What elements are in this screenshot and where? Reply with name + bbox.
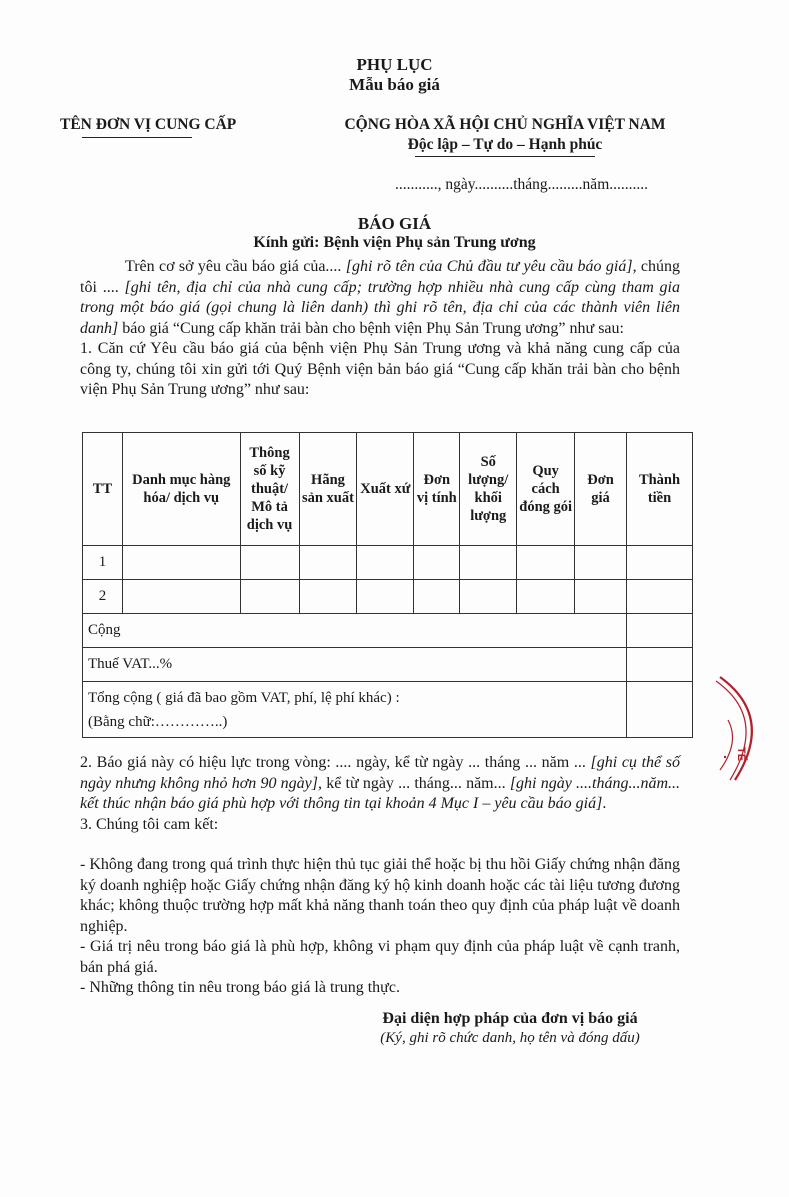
cell-manufacturer[interactable] <box>299 546 357 580</box>
stamp-outer-arc-2 <box>716 681 746 780</box>
validity-text-3: . <box>602 795 607 812</box>
header-quantity: Số lượng/ khối lượng <box>460 433 517 546</box>
commitment-list <box>80 855 680 999</box>
cell-origin[interactable] <box>357 580 414 614</box>
cell-item[interactable] <box>122 580 240 614</box>
validity-italic-2: [ghi ngày ....tháng...năm... kết thúc nhận báo giá phù hợp với thông tin tại khoản 4 Mục I – yêu cầu báo giá] <box>80 774 681 812</box>
vat-value[interactable] <box>627 648 693 682</box>
cell-unit-price[interactable] <box>575 580 627 614</box>
table-row <box>83 546 693 580</box>
motto: Độc lập – Tự do – Hạnh phúc <box>407 136 603 153</box>
cell-origin[interactable] <box>357 546 414 580</box>
row-number: 2 <box>83 580 123 614</box>
header-item-list: Danh mục hàng hóa/ dịch vụ <box>122 433 240 546</box>
stamp-outer-arc <box>720 677 752 780</box>
row-number: 1 <box>83 546 123 580</box>
appendix-heading: PHỤ LỤC <box>356 55 433 74</box>
commitment-heading: 3. Chúng tôi cam kết: <box>80 815 219 833</box>
cell-packaging[interactable] <box>517 580 575 614</box>
validity-italic-1: [ghi cụ thể số ngày nhưng không nhỏ hơn 90 ngày] <box>80 754 681 792</box>
commitment-item: - Không đang trong quá trình thực hiện thủ tục giải thể hoặc bị thu hồi Giấy chứng nhận đăng ký doanh nghiệp hoặc Giấy chứng nhận đăng ký hộ kinh doanh hoặc các tài liệu tương đương khác; không thuộc trường hợp mất khả năng thanh toán theo quy định của pháp luật về doanh nghiệp. <box>80 856 680 935</box>
cell-amount[interactable] <box>627 546 693 580</box>
commitment-item: - Giá trị nêu trong báo giá là phù hợp, không vi phạm quy định của pháp luật về cạnh tranh, bán phá giá. <box>80 938 680 976</box>
cell-packaging[interactable] <box>517 546 575 580</box>
supplier-name-label: TÊN ĐƠN VỊ CUNG CẤP <box>60 116 237 133</box>
stamp-dot <box>724 756 726 758</box>
intro-italic-2: [ghi tên, địa chỉ của nhà cung cấp; trường hợp nhiều nhà cung cấp cùng tham gia trong một báo giá (gọi chung là liên danh) thì ghi rõ tên, địa chỉ của các thành viên liên danh] <box>80 278 680 337</box>
intro-text-2: , chúng tôi .... <box>80 258 681 296</box>
vat-label: Thuế VAT...% <box>83 648 627 682</box>
header-specs: Thông số kỹ thuật/ Mô tả dịch vụ <box>240 433 299 546</box>
cell-quantity[interactable] <box>460 580 517 614</box>
cell-specs[interactable] <box>240 580 299 614</box>
intro-paragraph <box>80 257 680 339</box>
motto-underline <box>415 156 595 157</box>
subtotal-label: Cộng <box>83 614 627 648</box>
intro-italic-1: [ghi rõ tên của Chủ đầu tư yêu cầu báo giá] <box>345 258 633 275</box>
total-label-cell <box>83 682 627 738</box>
form-title: Mẫu báo giá <box>349 75 440 94</box>
signature-title: Đại diện hợp pháp của đơn vị báo giá <box>382 1010 638 1027</box>
header-amount: Thành tiền <box>627 433 693 546</box>
cell-specs[interactable] <box>240 546 299 580</box>
signature-note: (Ký, ghi rõ chức danh, họ tên và đóng dấu) <box>380 1030 640 1046</box>
table-row <box>83 580 693 614</box>
document-title: BÁO GIÁ <box>357 214 432 233</box>
nation-heading: CỘNG HÒA XÃ HỘI CHỦ NGHĨA VIỆT NAM <box>344 116 666 133</box>
header-unit: Đơn vị tính <box>414 433 460 546</box>
recipient-line: Kính gửi: Bệnh viện Phụ sản Trung ương <box>253 234 536 251</box>
cell-manufacturer[interactable] <box>299 580 357 614</box>
total-label: Tổng cộng ( giá đã bao gồm VAT, phí, lệ phí khác) : <box>88 689 400 706</box>
section-2-paragraph <box>80 753 680 835</box>
stamp-text: TẾ <box>735 747 747 762</box>
commitment-item: - Những thông tin nêu trong báo giá là trung thực. <box>80 979 400 996</box>
supplier-underline <box>82 137 192 138</box>
header-tt: TT <box>83 433 123 546</box>
in-words-label: (Bằng chữ:…………..) <box>88 713 228 730</box>
table-header-row <box>83 433 693 546</box>
header-packaging: Quy cách đóng gói <box>517 433 575 546</box>
cell-amount[interactable] <box>627 580 693 614</box>
cell-quantity[interactable] <box>460 546 517 580</box>
stamp-inner-arc <box>720 720 733 770</box>
date-line: ..........., ngày..........tháng.........năm.......... <box>395 176 648 193</box>
red-seal-stamp-icon <box>700 672 789 782</box>
subtotal-value[interactable] <box>627 614 693 648</box>
cell-unit-price[interactable] <box>575 546 627 580</box>
header-unit-price: Đơn giá <box>575 433 627 546</box>
vat-row <box>83 648 693 682</box>
header-manufacturer: Hãng sản xuất <box>299 433 357 546</box>
intro-text-3: báo giá “Cung cấp khăn trải bàn cho bệnh viện Phụ Sản Trung ương” như sau: <box>118 319 624 337</box>
cell-unit[interactable] <box>414 546 460 580</box>
cell-item[interactable] <box>122 546 240 580</box>
header-origin: Xuất xứ <box>357 433 414 546</box>
section-1-paragraph: 1. Căn cứ Yêu cầu báo giá của bệnh viện Phụ Sản Trung ương và khả năng cung cấp của công ty, chúng tôi xin gửi tới Quý Bệnh viện bản báo giá “Cung cấp khăn trải bàn cho bệnh viện Phụ Sản Trung ương” như sau: <box>80 340 680 398</box>
intro-text-1: Trên cơ sở yêu cầu báo giá của.... <box>125 258 346 275</box>
total-row <box>83 682 693 738</box>
total-value[interactable] <box>627 682 693 738</box>
quotation-table <box>82 432 693 738</box>
validity-text-2: , kể từ ngày ... tháng... năm... <box>318 774 510 792</box>
subtotal-row <box>83 614 693 648</box>
validity-text-1: 2. Báo giá này có hiệu lực trong vòng: .... ngày, kể từ ngày ... tháng ... năm ... <box>80 754 591 771</box>
cell-unit[interactable] <box>414 580 460 614</box>
